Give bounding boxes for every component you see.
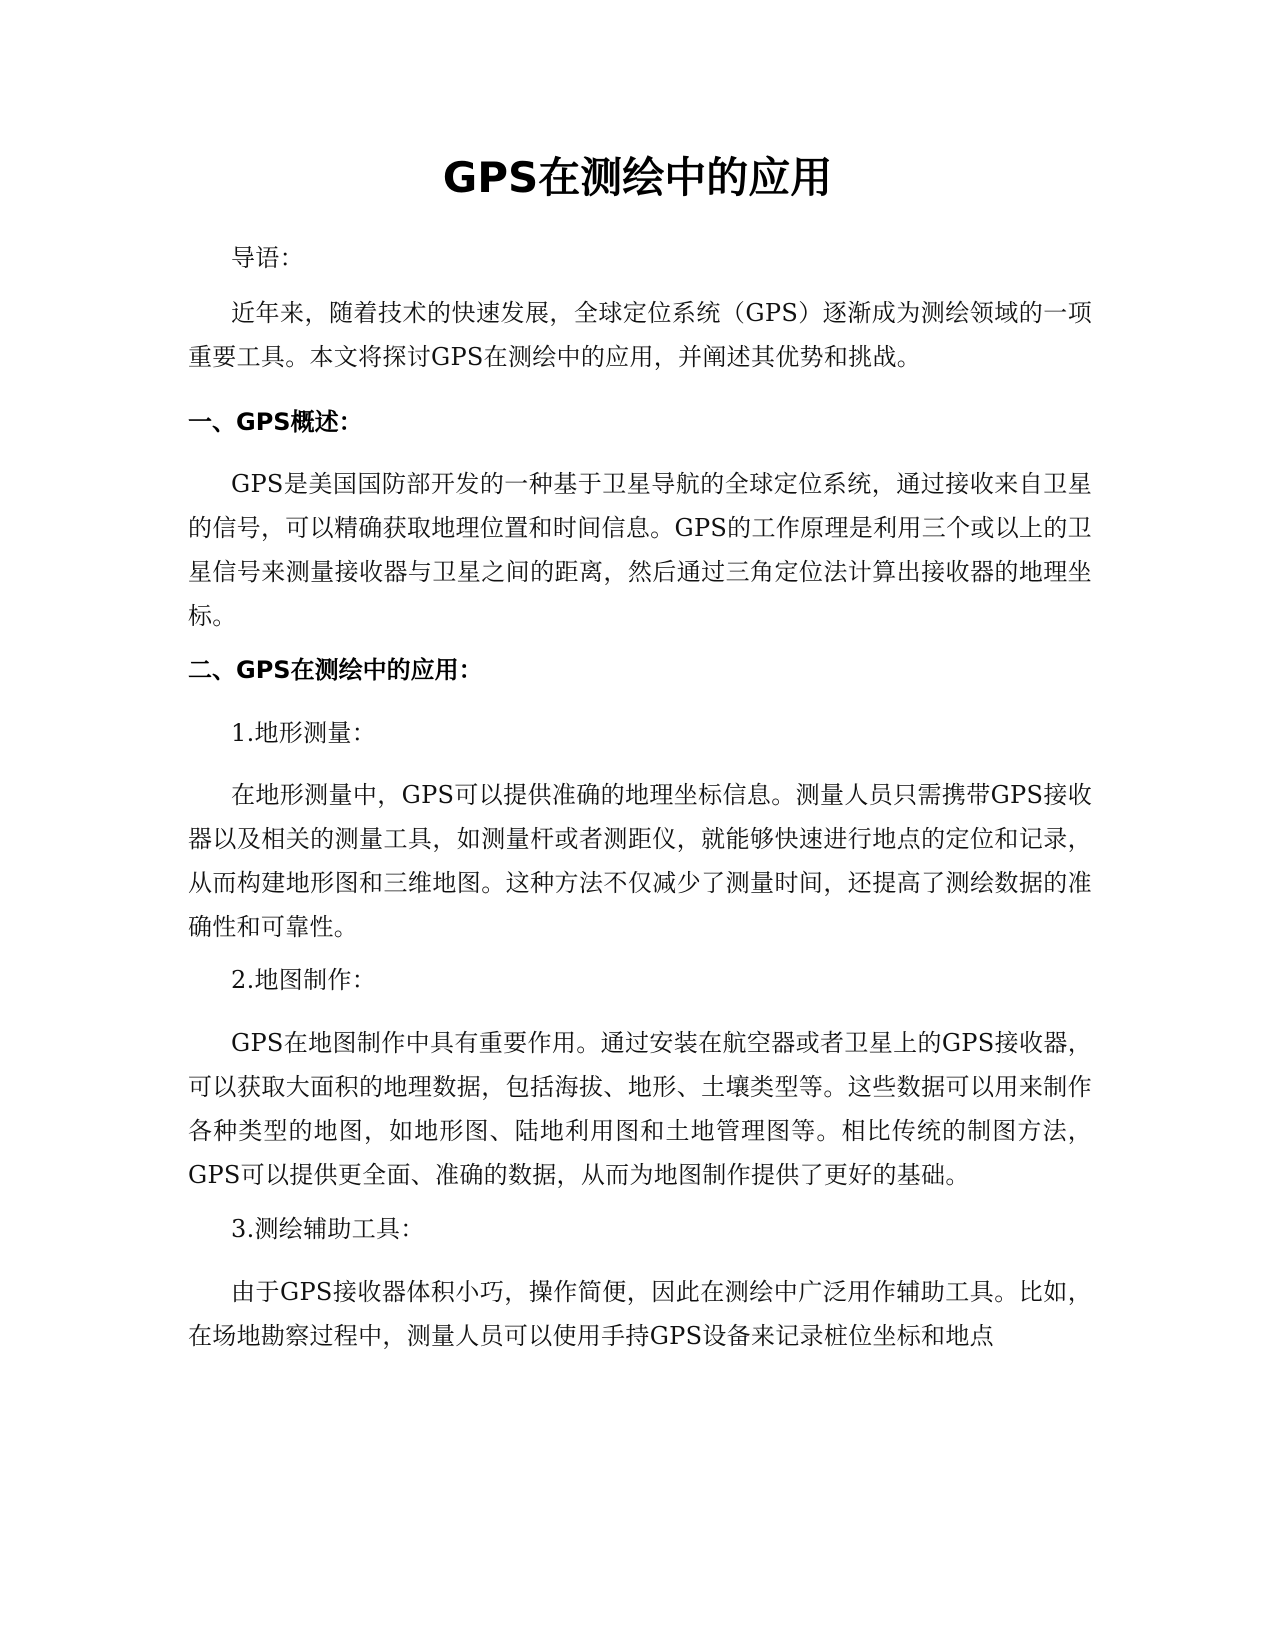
map-making-paragraph: GPS在地图制作中具有重要作用。通过安装在航空器或者卫星上的GPS接收器，可以获取大面积的地理数据，包括海拔、地形、土壤类型等。这些数据可以用来制作各种类型的地图，如地形图、陆地利用图和土地管理图等。相比传统的制图方法，GPS可以提供更全面、准确的数据，从而为地图制作提供了更好的基础。 (188, 1029, 1092, 1189)
terrain-survey-paragraph: 在地形测量中，GPS可以提供准确的地理坐标信息。测量人员只需携带GPS接收器以及相关的测量工具，如测量杆或者测距仪，就能够快速进行地点的定位和记录，从而构建地形图和三维地图。这种方法不仅减少了测量时间，还提高了测绘数据的准确性和可靠性。 (188, 781, 1092, 941)
intro-paragraph: 近年来，随着技术的快速发展，全球定位系统（GPS）逐渐成为测绘领域的一项重要工具。本文将探讨GPS在测绘中的应用，并阐述其优势和挑战。 (188, 299, 1092, 371)
subsection-label-terrain-survey: 1.地形测量： (231, 719, 376, 747)
intro-label: 导语： (231, 244, 304, 272)
survey-aids-paragraph: 由于GPS接收器体积小巧，操作简便，因此在测绘中广泛用作辅助工具。比如，在场地勘察过程中，测量人员可以使用手持GPS设备来记录桩位坐标和地点 (188, 1278, 1092, 1350)
overview-paragraph: GPS是美国国防部开发的一种基于卫星导航的全球定位系统，通过接收来自卫星的信号，可以精确获取地理位置和时间信息。GPS的工作原理是利用三个或以上的卫星信号来测量接收器与卫星之间的距离，然后通过三角定位法计算出接收器的地理坐标。 (188, 470, 1092, 630)
section-heading-overview: 一、GPS概述： (188, 408, 363, 436)
section-heading-applications: 二、GPS在测绘中的应用： (188, 656, 483, 684)
document-title: GPS在测绘中的应用 (442, 153, 833, 202)
subsection-label-map-making: 2.地图制作： (231, 966, 376, 994)
subsection-label-survey-aids: 3.测绘辅助工具： (231, 1215, 425, 1243)
